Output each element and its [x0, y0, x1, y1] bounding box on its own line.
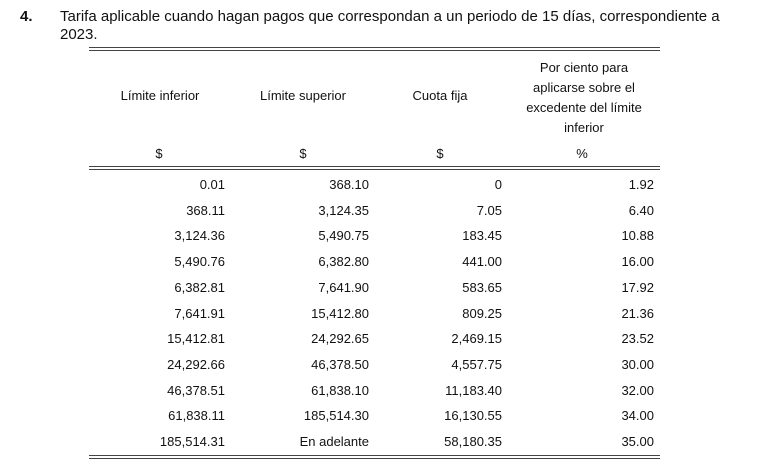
cell-fixed: 0 — [494, 177, 502, 192]
header-fixed-fee: Cuota fija — [412, 88, 468, 103]
cell-upper: 185,514.30 — [303, 408, 369, 424]
cell-fixed: 58,180.35 — [444, 434, 502, 449]
cell-upper: 5,490.75 — [318, 228, 369, 244]
cell-upper: 61,838.10 — [311, 382, 369, 398]
table-top-rule — [89, 47, 660, 48]
cell-upper: 46,378.50 — [311, 356, 369, 372]
header-percent: Por ciento para aplicarse sobre el excedente del límite inferior — [526, 60, 642, 135]
item-text: Tarifa aplicable cuando hagan pagos que correspondan a un periodo de 15 días, correspondiente a 2023. — [60, 8, 720, 43]
cell-lower: 7,641.91 — [174, 305, 225, 321]
unit-lower: $ — [155, 146, 163, 161]
cell-lower: 61,838.11 — [168, 408, 225, 424]
header-bottom-rule — [89, 166, 660, 167]
cell-upper: En adelante — [299, 434, 369, 449]
cell-lower: 368.11 — [186, 202, 225, 218]
cell-percent: 1.92 — [628, 177, 654, 192]
cell-upper: 15,412.80 — [311, 305, 369, 321]
cell-lower: 3,124.36 — [174, 228, 225, 244]
item-number: 4. — [20, 8, 33, 25]
table-bottom-rule — [89, 455, 660, 456]
cell-fixed: 2,469.15 — [451, 331, 502, 347]
cell-lower: 6,382.81 — [174, 279, 225, 295]
cell-fixed: 183.45 — [462, 228, 502, 244]
cell-fixed: 4,557.75 — [451, 356, 502, 372]
cell-percent: 6.40 — [628, 202, 654, 218]
cell-upper: 368.10 — [329, 177, 369, 192]
cell-upper: 24,292.65 — [311, 331, 369, 347]
cell-percent: 21.36 — [621, 305, 654, 321]
header-upper-limit: Límite superior — [260, 88, 346, 103]
cell-fixed: 583.65 — [462, 279, 502, 295]
cell-fixed: 11,183.40 — [445, 382, 502, 398]
cell-upper: 7,641.90 — [318, 279, 369, 295]
cell-upper: 3,124.35 — [318, 202, 369, 218]
cell-lower: 24,292.66 — [167, 356, 225, 372]
table-top-rule-2 — [89, 50, 660, 51]
cell-lower: 0.01 — [199, 177, 225, 192]
cell-percent: 34.00 — [621, 408, 654, 424]
unit-percent: % — [576, 146, 588, 161]
cell-percent: 16.00 — [621, 254, 654, 270]
cell-percent: 32.00 — [621, 382, 654, 398]
table-bottom-rule-2 — [89, 458, 660, 459]
cell-percent: 23.52 — [621, 331, 654, 347]
header-lower-limit: Límite inferior — [120, 88, 200, 103]
cell-lower: 15,412.81 — [167, 331, 225, 347]
header-bottom-rule-2 — [89, 169, 660, 170]
cell-lower: 5,490.76 — [174, 254, 225, 270]
cell-fixed: 16,130.55 — [444, 408, 502, 424]
cell-fixed: 809.25 — [462, 305, 502, 321]
cell-percent: 17.92 — [621, 279, 654, 295]
cell-percent: 10.88 — [621, 228, 654, 244]
cell-lower: 46,378.51 — [167, 382, 225, 398]
cell-upper: 6,382.80 — [318, 254, 369, 270]
cell-fixed: 7.05 — [476, 202, 502, 218]
cell-fixed: 441.00 — [462, 254, 502, 270]
unit-fixed: $ — [436, 146, 444, 161]
cell-percent: 35.00 — [621, 434, 654, 449]
cell-lower: 185,514.31 — [159, 434, 225, 449]
cell-percent: 30.00 — [621, 356, 654, 372]
unit-upper: $ — [299, 146, 307, 161]
